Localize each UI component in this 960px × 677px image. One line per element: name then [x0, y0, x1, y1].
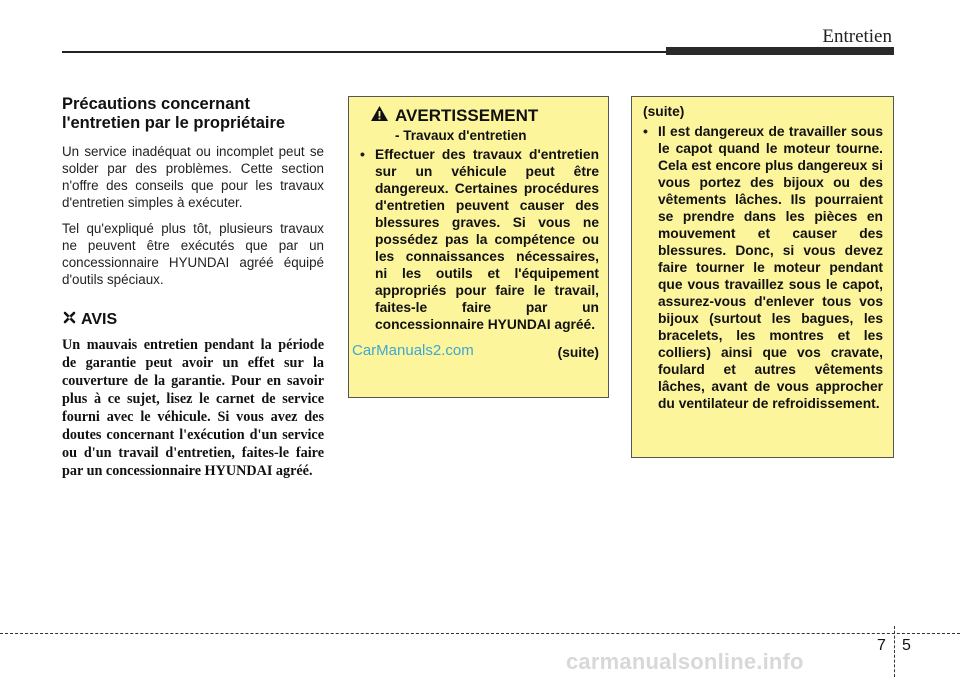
warning-bullet [360, 146, 599, 333]
chapter-number: 7 [877, 637, 886, 654]
continued-warning-box [631, 96, 894, 458]
warning-heading [370, 105, 599, 127]
footer-rule [0, 633, 960, 634]
warning-triangle-icon [370, 105, 389, 127]
asterisk-icon [62, 310, 77, 330]
warning-bullet-text: Effectuer des travaux d'entretien sur un véhicule peut être dangereux. Certaines procédures d'entretien peuvent causer des blessures graves. Si vous ne possédez pas la compétence ou les connaissances nécessaires, ni les outils et l'équipement appropriés pour faire le travail, faites-le faire par un concessionnaire HYUNDAI agréé. [375, 147, 599, 332]
warning-title: AVERTISSEMENT [395, 106, 539, 125]
footer-divider [894, 626, 895, 677]
continued-label: (suite) [643, 104, 685, 119]
paragraph-1: Un service inadéquat ou incomplet peut se solder par des problèmes. Cette section n'offre des conseils que pour les travaux d'entretien simples à exécuter. [62, 144, 324, 210]
continued-label: (suite) [557, 345, 599, 360]
left-column [62, 95, 324, 480]
bullet-dot: • [360, 146, 365, 162]
paragraph-2: Tel qu'expliqué plus tôt, plusieurs travaux ne peuvent être exécutés que par un concessionnaire HYUNDAI agréé équipé d'outils spéciaux. [62, 221, 324, 287]
continued-bullet-text: Il est dangereux de travailler sous le capot quand le moteur tourne. Cela est encore plus dangereux si vous portez des bijoux ou des vêtements lâches. Ils pourraient se prendre dans les pièces en mouvement et causer des blessures. Donc, si vous devez faire tourner le moteur pendant que vous travaillez sous le capot, assurez-vous d'enlever tous vos bijoux (surtout les bagues, les bracelets, les montres et les colliers) ainsi que vos cravate, foulard et autres vêtements lâches, avant de vous approcher du ventilateur de refroidissement. [658, 124, 883, 411]
warning-subtitle: - Travaux d'entretien [395, 128, 527, 143]
notice-title: AVIS [81, 311, 118, 328]
notice-text: Un mauvais entretien pendant la période de garantie peut avoir un effet sur la couverture de la garantie. Pour en savoir plus à ce sujet, lisez le carnet de service fourni avec le véhicule. Si vous avez des doutes concernant l'exécution d'un service ou d'un travail d'entretien, faites-le faire par un concessionnaire HYUNDAI agréé. [62, 337, 324, 479]
notice-heading [62, 310, 324, 330]
header-bar [666, 47, 894, 55]
page-number: 5 [902, 637, 911, 654]
chapter-title: Entretien [822, 26, 892, 47]
continued-bullet [643, 123, 883, 412]
header-rule [62, 51, 666, 53]
footer-watermark[interactable]: carmanualsonline.info [566, 649, 804, 674]
bullet-dot: • [643, 123, 648, 139]
section-title: Précautions concernant l'entretien par le propriétaire [62, 95, 286, 132]
watermark-link[interactable]: CarManuals2.com [352, 342, 474, 359]
